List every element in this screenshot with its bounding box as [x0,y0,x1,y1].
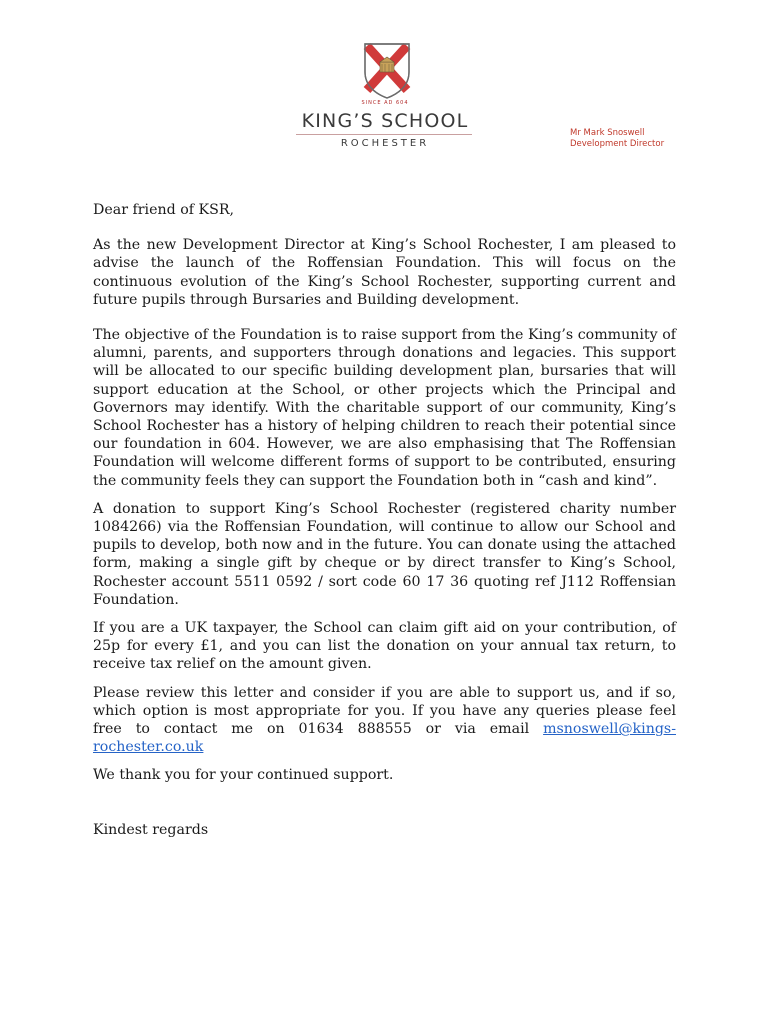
thanks-line: We thank you for your continued support. [93,767,394,784]
paragraph-review [93,684,676,757]
salutation: Dear friend of KSR, [93,202,235,218]
paragraph-objective: The objective of the Foundation is to raise support from the King’s community of alumni, parents, and supporters through donations and legacies. This support will be allocated to our specific building development plan, bursaries that will support education at the School, or other projects which the Principal and Governors may identify. With the charitable support of our community, King’s School Rochester has a history of helping children to reach their potential since our foundation in 604. However, we are also emphasising that The Roffensian Foundation will welcome different forms of support to be contributed, ensuring the community feels they can support the Foundation both in “cash and kind”. [93,327,676,489]
school-name: KING’S SCHOOL [301,110,469,132]
paragraph-gift-aid: If you are a UK taxpayer, the School can claim gift aid on your contribution, of 25p for every £1, and you can list the donation on your annual tax return, to receive tax relief on the amount given. [93,620,676,673]
letter-body [93,201,676,839]
paragraph-intro: As the new Development Director at King’s School Rochester, I am pleased to advise the launch of the Roffensian Foundation. This will focus on the continuous evolution of the King’s School Rochester, supporting current and future pupils through Bursaries and Building development. [93,237,676,308]
review-text: Please review this letter and consider if you are able to support us, and if so, which option is most appropriate for you. If you have any queries please feel free to contact me on 01634 888555 or via email [93,684,676,738]
school-location: ROCHESTER [340,138,430,149]
sender-title: Development Director [570,139,665,149]
school-crest-icon [362,42,412,100]
sender-name: Mr Mark Snoswell [570,128,645,138]
email-link[interactable]: msnoswell@kings-rochester.co.uk [93,721,676,756]
since-line: SINCE AD 604 [361,100,409,106]
closing: Kindest regards [93,821,209,838]
letterhead-divider [296,134,472,135]
paragraph-donation: A donation to support King’s School Rochester (registered charity number 1084266) via the Roffensian Foundation, will continue to allow our School and pupils to develop, both now and in the future. You can donate using the attached form, making a single gift by cheque or by direct transfer to King’s School, Rochester account 5511 0592 / sort code 60 17 36 quoting ref J112 Roffensian Foundation. [93,500,676,608]
sender-block [570,128,664,150]
